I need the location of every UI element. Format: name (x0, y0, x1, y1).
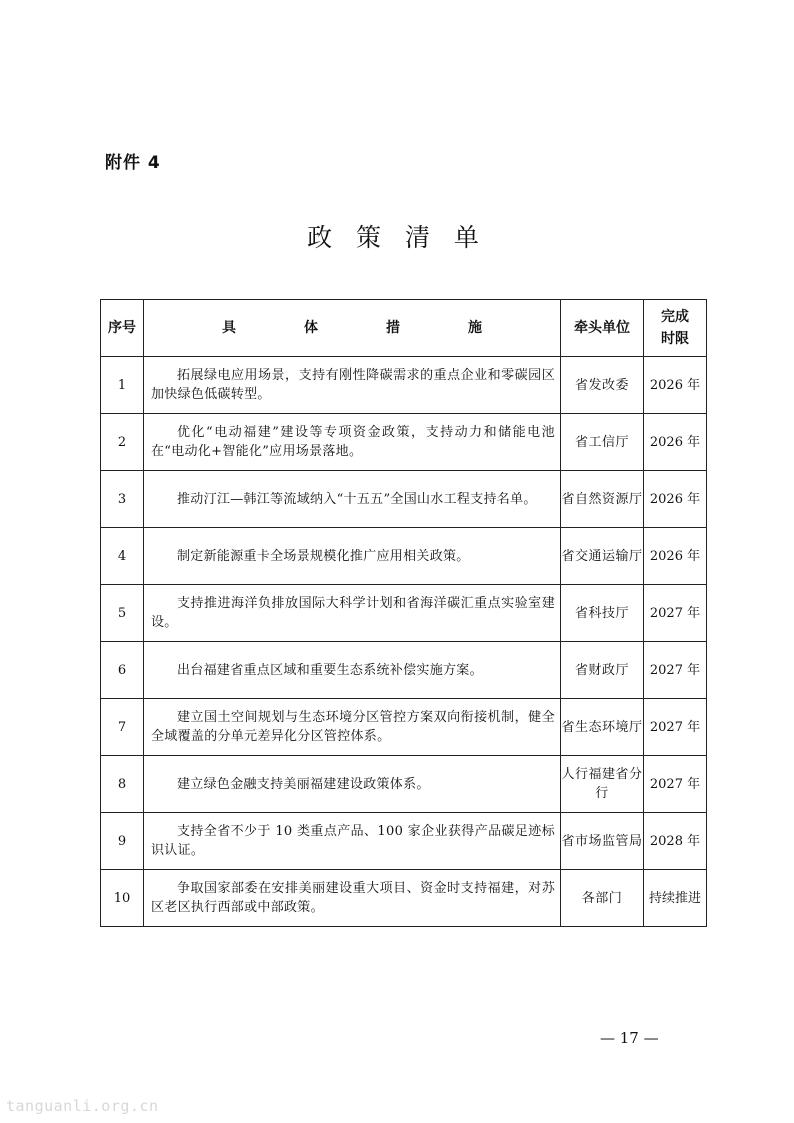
table-header-row (101, 300, 707, 357)
row-index: 2 (101, 414, 144, 471)
watermark: tanguanli.org.cn (6, 1097, 159, 1115)
row-measure: 推动汀江—韩江等流域纳入“十五五”全国山水工程支持名单。 (144, 471, 561, 528)
row-index: 3 (101, 471, 144, 528)
row-measure: 支持推进海洋负排放国际大科学计划和省海洋碳汇重点实验室建设。 (144, 585, 561, 642)
row-measure: 建立绿色金融支持美丽福建建设政策体系。 (144, 756, 561, 813)
table-row (101, 756, 707, 813)
attachment-label: 附件 4 (105, 153, 161, 173)
row-index: 1 (101, 357, 144, 414)
row-deadline: 2028 年 (644, 813, 707, 870)
row-lead-unit: 省发改委 (561, 357, 644, 414)
header-measure-char: 措 (386, 320, 400, 336)
table-row (101, 414, 707, 471)
row-index: 4 (101, 528, 144, 585)
header-measure-char: 体 (304, 320, 318, 336)
table-row (101, 642, 707, 699)
row-deadline: 持续推进 (644, 870, 707, 927)
policy-table (100, 299, 707, 927)
row-deadline: 2026 年 (644, 357, 707, 414)
row-measure: 拓展绿电应用场景，支持有刚性降碳需求的重点企业和零碳园区加快绿色低碳转型。 (144, 357, 561, 414)
row-deadline: 2027 年 (644, 699, 707, 756)
table-row (101, 585, 707, 642)
row-lead-unit: 省市场监管局 (561, 813, 644, 870)
header-measure-char: 施 (468, 320, 482, 336)
row-deadline: 2027 年 (644, 756, 707, 813)
header-measure-char: 具 (222, 320, 236, 336)
row-lead-unit: 省科技厅 (561, 585, 644, 642)
table-row (101, 528, 707, 585)
table-row (101, 699, 707, 756)
row-deadline: 2027 年 (644, 585, 707, 642)
row-index: 6 (101, 642, 144, 699)
table-row (101, 471, 707, 528)
row-measure: 出台福建省重点区域和重要生态系统补偿实施方案。 (144, 642, 561, 699)
row-index: 5 (101, 585, 144, 642)
row-lead-unit: 省生态环境厅 (561, 699, 644, 756)
document-title: 政 策 清 单 (307, 223, 487, 252)
row-index: 8 (101, 756, 144, 813)
row-deadline: 2026 年 (644, 528, 707, 585)
row-index: 10 (101, 870, 144, 927)
row-lead-unit: 省财政厅 (561, 642, 644, 699)
header-unit: 牵头单位 (561, 300, 644, 357)
row-lead-unit: 省自然资源厅 (561, 471, 644, 528)
header-index: 序号 (101, 300, 144, 357)
row-lead-unit: 各部门 (561, 870, 644, 927)
row-lead-unit: 省工信厅 (561, 414, 644, 471)
header-measure (144, 300, 561, 357)
row-measure: 争取国家部委在安排美丽建设重大项目、资金时支持福建，对苏区老区执行西部或中部政策。 (144, 870, 561, 927)
table-row (101, 813, 707, 870)
row-lead-unit: 省交通运输厅 (561, 528, 644, 585)
table-row (101, 357, 707, 414)
row-deadline: 2026 年 (644, 471, 707, 528)
row-measure: 优化“电动福建”建设等专项资金政策，支持动力和储能电池在“电动化+智能化”应用场景落地。 (144, 414, 561, 471)
row-deadline: 2026 年 (644, 414, 707, 471)
row-measure: 制定新能源重卡全场景规模化推广应用相关政策。 (144, 528, 561, 585)
header-deadline-line1: 完成 (661, 309, 689, 325)
row-measure: 建立国土空间规划与生态环境分区管控方案双向衔接机制，健全全域覆盖的分单元差异化分区管控体系。 (144, 699, 561, 756)
page-number: — 17 — (600, 1029, 659, 1047)
table-row (101, 870, 707, 927)
row-deadline: 2027 年 (644, 642, 707, 699)
row-index: 9 (101, 813, 144, 870)
row-lead-unit: 人行福建省分行 (561, 756, 644, 813)
row-index: 7 (101, 699, 144, 756)
row-measure: 支持全省不少于 10 类重点产品、100 家企业获得产品碳足迹标识认证。 (144, 813, 561, 870)
header-deadline (644, 300, 707, 357)
header-deadline-line2: 时限 (661, 331, 689, 347)
